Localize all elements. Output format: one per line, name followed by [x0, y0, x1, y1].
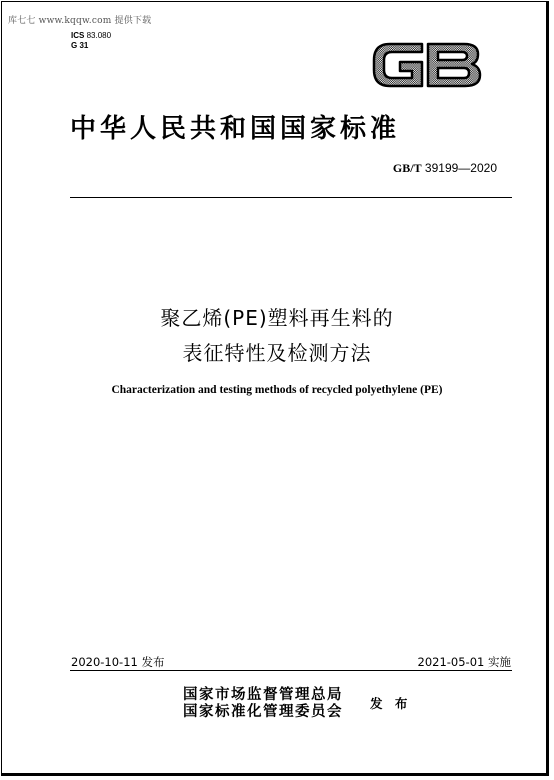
standard-prefix: GB/T — [392, 161, 422, 175]
standard-type-heading: 中华人民共和国国家标准 — [70, 114, 401, 144]
publish-label: 发 布 — [370, 696, 412, 711]
watermark-text: 库七七 www.kqqw.com 提供下载 — [8, 16, 152, 26]
english-title: Characterization and testing methods of recycled polyethylene (PE) — [111, 384, 443, 396]
standard-number — [393, 161, 497, 176]
classification-block — [71, 31, 111, 51]
issuer-line1: 国家市场监督管理总局 — [183, 686, 343, 703]
issuer-line2: 国家标准化管理委员会 — [183, 703, 343, 720]
issuing-authorities — [183, 686, 343, 720]
ics-value: 83.080 — [86, 31, 112, 40]
ics-label: ICS — [71, 31, 85, 40]
standard-code: 39199—2020 — [424, 161, 497, 175]
implementation-date: 2021-05-01 实施 — [417, 655, 511, 669]
chinese-title-line2: 表征特性及检测方法 — [182, 341, 372, 365]
chinese-title-line1: 聚乙烯(PE)塑料再生料的 — [160, 306, 394, 330]
ccs-value: G 31 — [71, 41, 89, 50]
bottom-divider — [70, 670, 512, 671]
issue-date: 2020-10-11 发布 — [71, 655, 165, 669]
gb-logo — [370, 38, 484, 90]
top-divider — [70, 197, 512, 198]
